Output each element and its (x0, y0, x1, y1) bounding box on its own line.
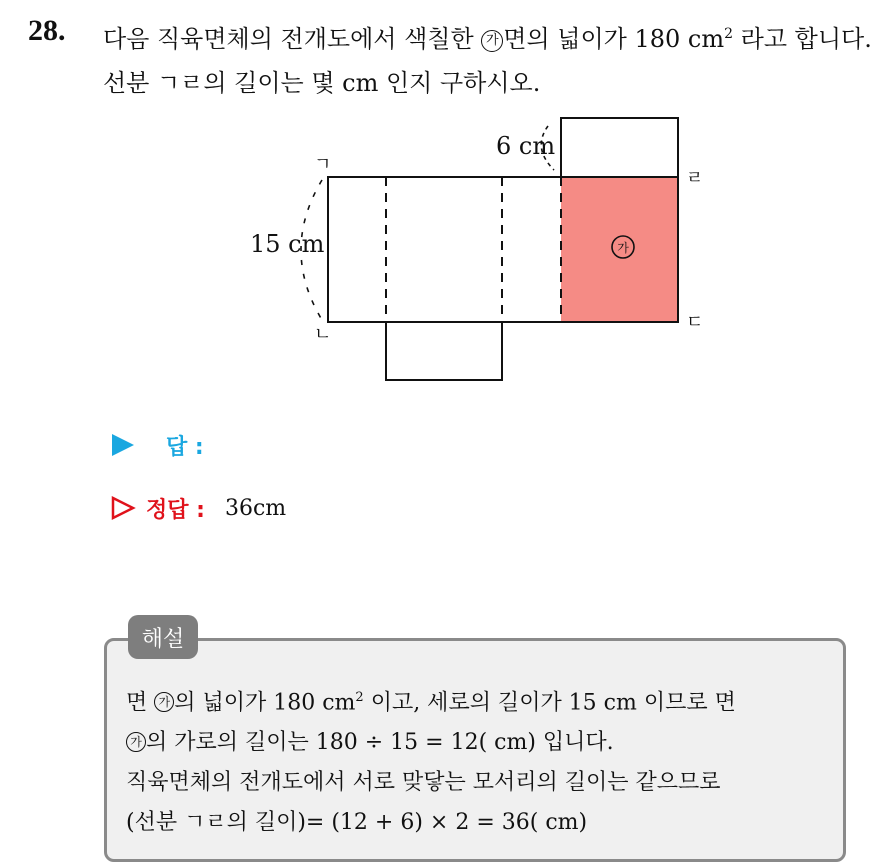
face-ga-symbol: 가 (154, 692, 174, 712)
explanation-line-3: 직육면체의 전개도에서 서로 맞닿는 모서리의 길이는 같으므로 (126, 770, 721, 796)
vertex-g: ㄱ (314, 154, 332, 175)
vertex-n: ㄴ (314, 324, 332, 345)
face-ga-symbol: 가 (126, 732, 146, 752)
label-6cm: 6 cm (496, 132, 556, 160)
bottom-flap (386, 322, 502, 380)
explanation-line-1: 면 가 의 넓이가 180 $cm^2$ 이고, 세로의 길이가 15 cm 이므로 면 (126, 690, 736, 716)
correct-answer-label: 정답 : (146, 497, 205, 523)
explanation-tab: 해설 (128, 615, 198, 659)
label-15cm: 15 cm (250, 230, 325, 258)
face-ga-symbol: 가 (481, 30, 503, 52)
answer-row (110, 430, 204, 460)
explanation-text (126, 678, 836, 843)
vertex-r: ㄹ (686, 168, 704, 189)
correct-arrow-icon (110, 495, 136, 521)
vertex-d: ㄷ (686, 312, 704, 333)
correct-answer-value: 36cm (224, 495, 287, 521)
top-flap (561, 118, 678, 177)
explanation-line-4: (선분 ㄱㄹ의 길이)= (12 + 6) × 2 = 36( cm) (126, 810, 588, 836)
answer-arrow-icon (110, 432, 136, 458)
face-ga-label: 가 (617, 241, 629, 255)
question-number: 28. (28, 14, 66, 47)
correct-answer-row (110, 493, 286, 523)
explanation-line-2: 가 의 가로의 길이는 180 ÷ 15 = 12( cm) 입니다. (126, 723, 836, 763)
question-text: 다음 직육면체의 전개도에서 색칠한 가 면의 넓이가 180 $cm^2$ 라고 합니다. 선분 ㄱㄹ의 길이는 몇 cm 인지 구하시오. (103, 25, 872, 97)
answer-label: 답 : (166, 434, 204, 460)
net-diagram (0, 0, 884, 420)
